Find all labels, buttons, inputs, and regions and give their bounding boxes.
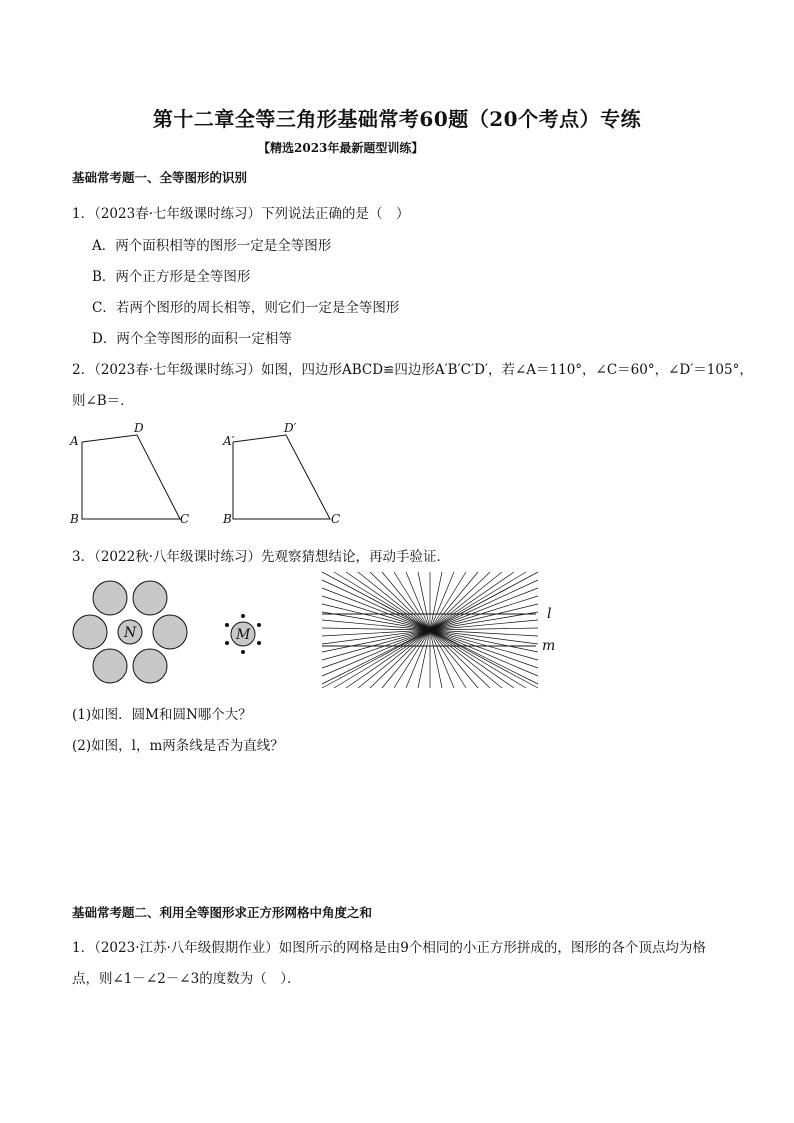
question-3-stem: 3．（2022秋·八年级课时练习）先观察猜想结论，再动手验证． bbox=[72, 549, 450, 565]
ray-line bbox=[430, 630, 502, 688]
line-l-label: l bbox=[547, 606, 552, 622]
label-a: A bbox=[70, 434, 79, 448]
label-a-prime: A′ bbox=[223, 434, 235, 448]
ray-line bbox=[382, 572, 430, 630]
ray-line bbox=[358, 630, 430, 688]
ray-line bbox=[322, 580, 430, 630]
quadrilateral-figures bbox=[60, 415, 360, 530]
ray-line bbox=[322, 630, 430, 688]
label-c-prime: C bbox=[331, 512, 341, 526]
ray-line bbox=[430, 572, 514, 630]
label-c: C bbox=[180, 512, 190, 526]
ray-line bbox=[322, 588, 430, 630]
line-m-label: m bbox=[542, 638, 556, 654]
page-title: 第十二章全等三角形基础常考60题（20个考点）专练 bbox=[152, 107, 642, 131]
section-heading-2: 基础常考题二、利用全等图形求正方形网格中角度之和 bbox=[72, 905, 373, 920]
circle-illusion-figure bbox=[60, 575, 290, 695]
section-heading-1: 基础常考题一、全等图形的识别 bbox=[72, 170, 248, 185]
radiating-lines bbox=[322, 572, 538, 688]
line-illusion-figure bbox=[318, 570, 568, 695]
section-2-question-1-line-2: 点，则∠1－∠2－∠3的度数为（ ）． bbox=[72, 971, 301, 987]
ray-line bbox=[430, 580, 538, 630]
ray-line bbox=[430, 588, 538, 630]
question-3-sub-2: (2)如图，l，m两条线是否为直线？ bbox=[72, 738, 284, 754]
question-1-option-b: B．两个正方形是全等图形 bbox=[92, 269, 251, 285]
page-subtitle: 【精选2023年最新题型训练】 bbox=[258, 141, 424, 155]
question-1-option-a: A．两个面积相等的图形一定是全等图形 bbox=[92, 238, 332, 254]
question-3-sub-1: (1)如图．圆M和圆N哪个大？ bbox=[72, 707, 252, 723]
question-1-option-c: C．若两个图形的周长相等，则它们一定是全等图形 bbox=[92, 300, 400, 316]
question-2-line-2: 则∠B＝． bbox=[72, 393, 134, 409]
ray-line bbox=[430, 630, 442, 688]
label-d: D bbox=[134, 421, 144, 435]
section-2-question-1-line-1: 1．（2023·江苏·八年级假期作业）如图所示的网格是由9个相同的小正方形拼成的，图形的各个顶点均为格 bbox=[72, 940, 706, 956]
ray-line bbox=[370, 630, 430, 688]
ray-line bbox=[418, 572, 430, 630]
ray-line bbox=[430, 572, 526, 630]
quadrilateral-a-prime bbox=[222, 421, 340, 526]
question-1-option-d: D．两个全等图形的面积一定相等 bbox=[92, 331, 292, 347]
label-d-prime: D′ bbox=[284, 421, 297, 435]
question-1-stem: 1．（2023春·七年级课时练习）下列说法正确的是（ ） bbox=[72, 206, 410, 222]
label-b: B bbox=[70, 512, 79, 526]
ray-line bbox=[430, 572, 442, 630]
quadrilateral-abcd bbox=[69, 421, 189, 526]
label-b-prime: B bbox=[223, 512, 232, 526]
ray-line bbox=[430, 630, 490, 688]
ray-line bbox=[418, 630, 430, 688]
ray-line bbox=[430, 572, 478, 630]
ray-line bbox=[322, 630, 430, 684]
ray-line bbox=[346, 572, 430, 630]
circle-m-label: M bbox=[236, 627, 251, 643]
circle-m-group bbox=[225, 614, 261, 654]
circle-n-label: N bbox=[124, 625, 137, 641]
ray-line bbox=[430, 630, 538, 688]
ray-line bbox=[334, 572, 430, 630]
ray-line bbox=[430, 630, 538, 684]
circle-n-group bbox=[73, 581, 187, 683]
question-2-line-1: 2．（2023春·七年级课时练习）如图，四边形ABCD≌四边形A′B′C′D′，若∠A＝110°，∠C＝60°，∠D′＝105°， bbox=[72, 362, 753, 378]
